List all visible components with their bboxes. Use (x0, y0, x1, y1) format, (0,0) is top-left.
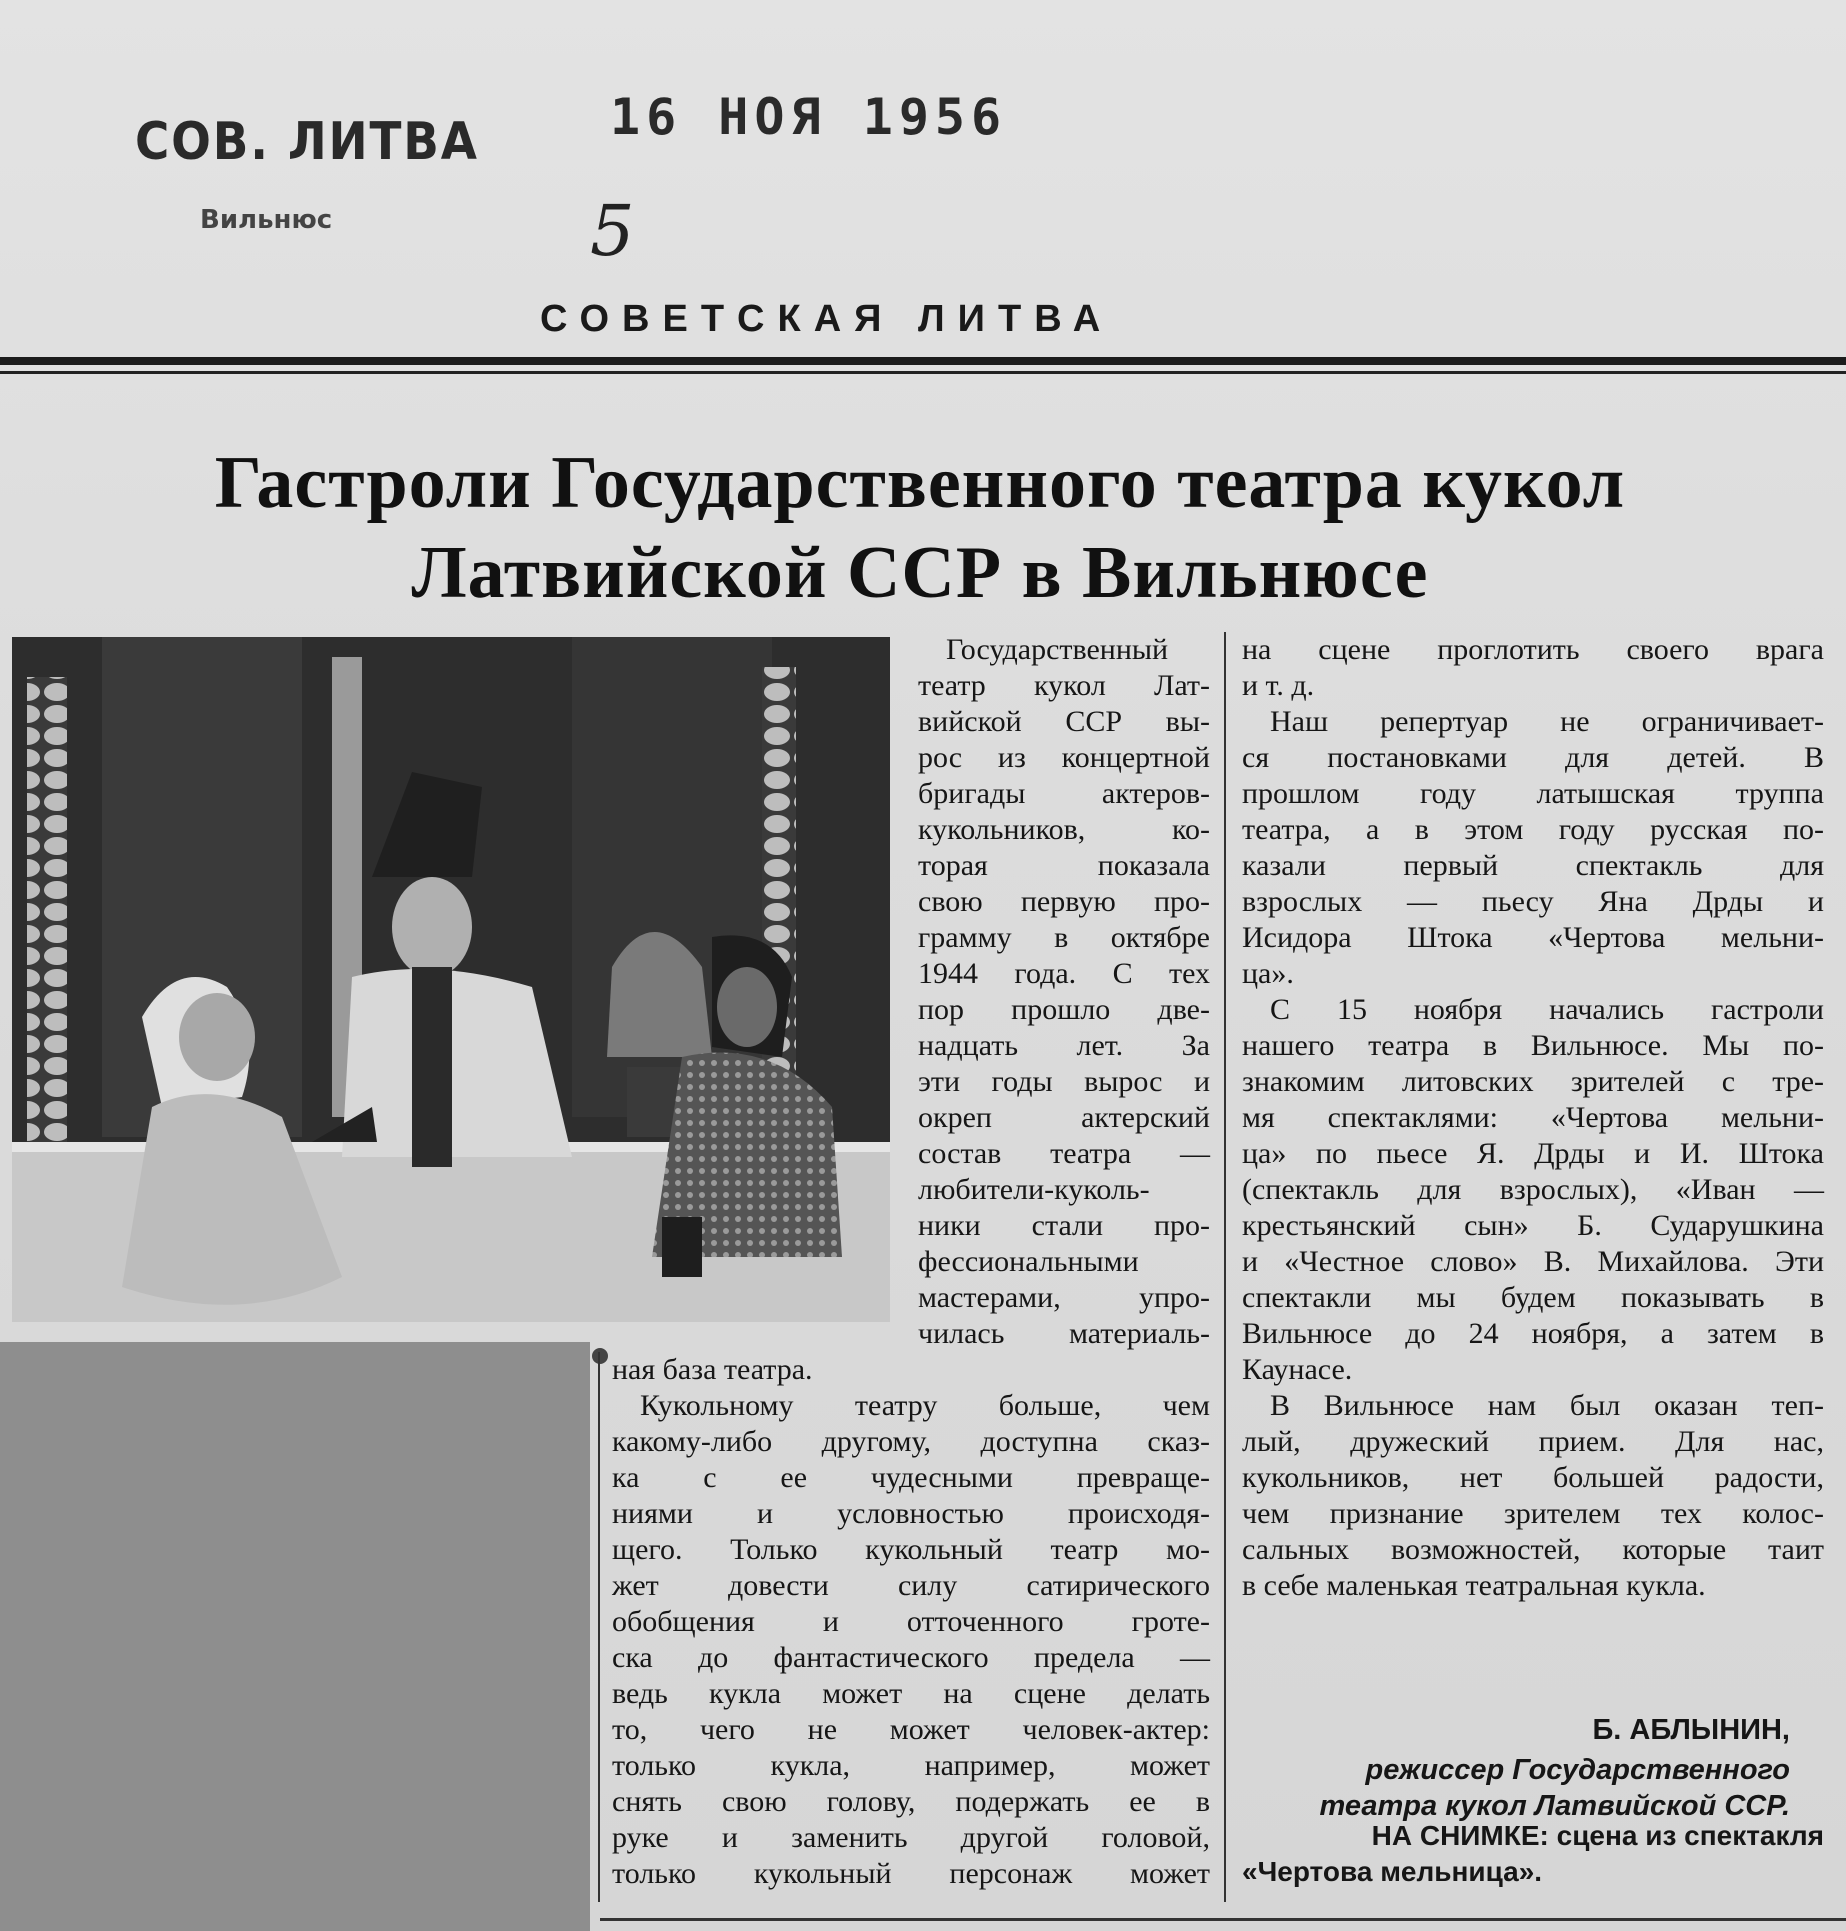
stamp-city: Вильнюс (200, 205, 333, 235)
handwritten-mark: 5 (590, 190, 635, 272)
text-line: пор прошло две- (918, 993, 1210, 1026)
text-line: ка с ее чудесными превраще- (612, 1461, 1210, 1494)
headline-line-2: Латвийской ССР в Вильнюсе (411, 532, 1429, 614)
text-line: кукольников, ко- (918, 813, 1210, 846)
text-line: взрослых — пьесу Яна Дрды и (1242, 885, 1824, 918)
masthead: СОВЕТСКАЯ ЛИТВА (540, 298, 1114, 340)
text-line: Кукольному театру больше, чем (640, 1389, 1210, 1422)
text-line: надцать лет. За (918, 1029, 1210, 1062)
headline-line-1: Гастроли Государственного театра кукол (214, 442, 1626, 524)
headline (130, 438, 1710, 618)
bottom-rule (600, 1918, 1846, 1921)
text-line: Государственный (946, 633, 1169, 666)
text-line: прошлом году латышская труппа (1242, 777, 1824, 810)
article-column-1-bottom (612, 1352, 1210, 1892)
text-line: торая показала (918, 849, 1210, 882)
text-line: ведь кукла может на сцене делать (612, 1677, 1210, 1710)
text-line: только кукла, например, может (612, 1749, 1210, 1782)
column-rule (1224, 632, 1226, 1902)
stamp-newspaper-name: СОВ. ЛИТВА (135, 112, 479, 172)
signature-author: Б. АБЛЫНИН, (1592, 1714, 1790, 1746)
stamp-date: 16 НОЯ 1956 (610, 88, 1008, 146)
text-line: и «Честное слово» В. Михайлова. Эти (1242, 1245, 1824, 1278)
text-line: бригады актеров- (918, 777, 1210, 810)
text-line: лый, дружеский прием. Для нас, (1242, 1425, 1824, 1458)
text-line: снять свою голову, подержать ее в (612, 1785, 1210, 1818)
text-line: то, чего не может человек-актер: (612, 1713, 1210, 1746)
text-line: ники стали про- (918, 1209, 1210, 1242)
text-line: какому-либо другому, доступна сказ- (612, 1425, 1210, 1458)
text-line: нашего театра в Вильнюсе. Мы по- (1242, 1029, 1824, 1062)
text-line: вийской ССР вы- (918, 705, 1210, 738)
text-line: крестьянский сын» Б. Сударушкина (1242, 1209, 1824, 1242)
caption-line-2: «Чертова мельница». (1242, 1856, 1543, 1887)
article-column-2 (1242, 632, 1824, 1604)
text-line: и т. д. (1242, 669, 1315, 702)
text-line: чилась материаль- (918, 1317, 1210, 1350)
text-line: окреп актерский (918, 1101, 1210, 1134)
text-line: эти годы вырос и (918, 1065, 1210, 1098)
text-line: театра, а в этом году русская по- (1242, 813, 1824, 846)
backing-board (0, 1342, 590, 1931)
text-line: рос из концертной (918, 741, 1210, 774)
text-line: на сцене проглотить своего врага (1242, 633, 1824, 666)
photo-illustration (12, 637, 890, 1322)
photo-puppet-scene (12, 637, 890, 1322)
text-line: ца» по пьесе Я. Дрды и И. Штока (1242, 1137, 1824, 1170)
text-line: свою первую про- (918, 885, 1210, 918)
text-line: в себе маленькая театральная кукла. (1242, 1569, 1706, 1602)
text-line: 1944 года. С тех (918, 957, 1210, 990)
text-line: мастерами, упро- (918, 1281, 1210, 1314)
photo-caption (1242, 1818, 1824, 1890)
text-line: Вильнюсе до 24 ноября, а затем в (1242, 1317, 1824, 1350)
text-line: руке и заменить другой головой, (612, 1821, 1210, 1854)
masthead-rule-thin (0, 371, 1846, 374)
text-line: грамму в октябре (918, 921, 1210, 954)
text-line: только кукольный персонаж может (612, 1857, 1210, 1890)
text-line: ниями и условностью происходя- (612, 1497, 1210, 1530)
signature-role-1: режиссер Государственного (1365, 1754, 1790, 1786)
text-line: В Вильнюсе нам был оказан теп- (1270, 1389, 1824, 1422)
column-rule-left (598, 1352, 600, 1902)
text-line: любители-куколь- (918, 1173, 1150, 1206)
text-line: чем признание зрителем тех колос- (1242, 1497, 1824, 1530)
text-line: щего. Только кукольный театр мо- (612, 1533, 1210, 1566)
signature-role-2: театра кукол Латвийской ССР. (1319, 1790, 1790, 1822)
text-line: Исидора Штока «Чертова мельни- (1242, 921, 1824, 954)
text-line: С 15 ноября начались гастроли (1270, 993, 1824, 1026)
text-line: театр кукол Лат- (918, 669, 1210, 702)
text-line: мя спектаклями: «Чертова мельни- (1242, 1101, 1824, 1134)
text-line: сальных возможностей, которые таит (1242, 1533, 1824, 1566)
text-line: ца». (1242, 957, 1294, 990)
text-line: фессиональными (918, 1245, 1139, 1278)
text-line: состав театра — (918, 1137, 1210, 1170)
text-line: жет довести силу сатирического (612, 1569, 1210, 1602)
text-line: Наш репертуар не ограничивает- (1270, 705, 1824, 738)
text-line: обобщения и отточенного гроте- (612, 1605, 1210, 1638)
text-line: ска до фантастического предела — (612, 1641, 1210, 1674)
text-line: казали первый спектакль для (1242, 849, 1824, 882)
text-line: ная база театра. (612, 1353, 813, 1386)
text-line: ся постановками для детей. В (1242, 741, 1824, 774)
text-line: знакомим литовских зрителей с тре- (1242, 1065, 1824, 1098)
caption-line-1: НА СНИМКЕ: сцена из спектакля (1371, 1820, 1824, 1851)
masthead-rule (0, 357, 1846, 365)
text-line: (спектакль для взрослых), «Иван — (1242, 1173, 1824, 1206)
text-line: Каунасе. (1242, 1353, 1353, 1386)
text-line: спектакли мы будем показывать в (1242, 1281, 1824, 1314)
text-line: кукольников, нет большей радости, (1242, 1461, 1824, 1494)
pin-mark (592, 1348, 608, 1364)
article-column-1-top (918, 632, 1210, 1352)
